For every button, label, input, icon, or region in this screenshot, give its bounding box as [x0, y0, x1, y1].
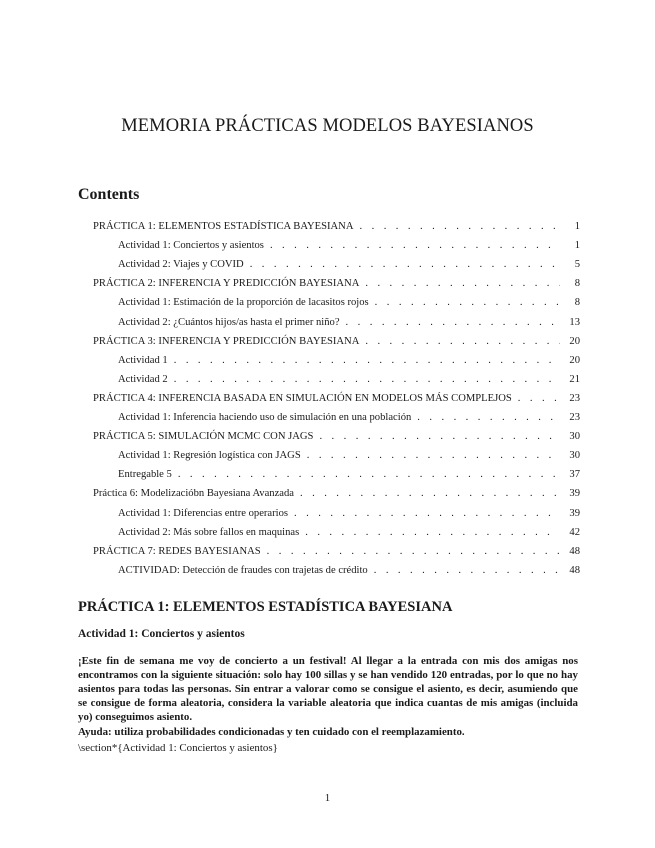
toc-entry-title: Práctica 6: Modelizacióbn Bayesiana Avanzada	[93, 488, 295, 500]
toc-entry-page: 30	[569, 450, 580, 462]
toc-entry[interactable]	[93, 278, 580, 296]
raw-latex-line: \section*{Actividad 1: Conciertos y asientos}	[78, 742, 278, 754]
toc-entry-page: 23	[569, 392, 580, 404]
toc-entry-title: Entregable 5	[118, 469, 172, 481]
toc-entry[interactable]	[93, 488, 580, 506]
toc-entry-page: 42	[569, 526, 580, 538]
toc-leader-dots	[294, 508, 560, 519]
toc-entry-title: Actividad 2: ¿Cuántos hijos/as hasta el primer niño?	[118, 316, 340, 328]
toc-leader-dots	[374, 565, 560, 576]
toc-leader-dots	[270, 240, 560, 251]
toc-entry-title: PRÁCTICA 3: INFERENCIA Y PREDICCIÓN BAYESIANA	[93, 335, 360, 347]
toc-entry-page: 8	[574, 278, 580, 290]
toc-entry-page: 8	[574, 297, 580, 309]
toc-entry-page: 1	[574, 221, 580, 232]
toc-entry-page: 5	[574, 259, 580, 271]
toc-entry[interactable]	[118, 565, 580, 583]
toc-entry-page: 30	[569, 431, 580, 443]
toc-entry[interactable]	[93, 546, 580, 564]
toc-entry-page: 21	[569, 373, 580, 385]
toc-leader-dots	[305, 527, 560, 538]
toc-leader-dots	[365, 336, 560, 347]
toc-entry[interactable]	[118, 412, 580, 430]
toc-leader-dots	[250, 259, 560, 270]
toc-entry-title: PRÁCTICA 4: INFERENCIA BASADA EN SIMULACIÓN EN MODELOS MÁS COMPLEJOS	[93, 392, 512, 404]
subsection-heading: Actividad 1: Conciertos y asientos	[78, 628, 245, 640]
toc-entry-title: Actividad 2: Viajes y COVID	[118, 259, 244, 271]
toc-leader-dots	[346, 317, 560, 328]
toc-leader-dots	[307, 450, 560, 461]
toc-entry-title: Actividad 2	[118, 373, 168, 385]
toc-entry[interactable]	[93, 431, 580, 449]
toc-entry-page: 1	[574, 240, 580, 252]
toc-entry-title: PRÁCTICA 1: ELEMENTOS ESTADÍSTICA BAYESIANA	[93, 221, 354, 232]
toc-entry-title: Actividad 1: Diferencias entre operarios	[118, 507, 289, 519]
toc-leader-dots	[267, 546, 560, 557]
toc-entry-title: Actividad 1: Regresión logística con JAGS	[118, 450, 301, 462]
toc-entry[interactable]	[93, 336, 580, 354]
toc-entry-page: 39	[569, 488, 580, 500]
toc-leader-dots	[300, 488, 560, 499]
toc-entry[interactable]	[93, 393, 580, 411]
toc-leader-dots	[375, 297, 560, 308]
toc-entry-title: Actividad 2: Más sobre fallos en maquinas	[118, 526, 300, 538]
toc-entry[interactable]	[118, 469, 580, 487]
toc-entry[interactable]	[118, 508, 580, 526]
toc-entry-page: 20	[569, 354, 580, 366]
toc-entry[interactable]	[118, 450, 580, 468]
body-paragraph: ¡Este fin de semana me voy de concierto a un festival! Al llegar a la entrada con mis dos amigas nos encontramos con la siguiente situación: solo hay 100 sillas y se han vendido 120 entradas, por lo que no hay asientos para todas las personas. Sin entrar a valorar como se consigue el asiento, es decir, asumiendo que se consigue de forma aleatoria, considera la variable aleatoria que indica cuantas de mis amigas (incluida yo) conseguimos asiento.	[78, 655, 578, 723]
page-number: 1	[324, 792, 331, 804]
toc-entry[interactable]	[93, 221, 580, 239]
toc-entry-title: PRÁCTICA 2: INFERENCIA Y PREDICCIÓN BAYESIANA	[93, 278, 360, 290]
document-title: MEMORIA PRÁCTICAS MODELOS BAYESIANOS	[121, 116, 534, 136]
toc-leader-dots	[417, 412, 560, 423]
toc-entry-page: 13	[569, 316, 580, 328]
toc-entry[interactable]	[118, 240, 580, 258]
toc-leader-dots	[360, 221, 561, 232]
toc-leader-dots	[178, 469, 560, 480]
toc-entry-page: 37	[569, 469, 580, 481]
toc-entry-title: PRÁCTICA 5: SIMULACIÓN MCMC CON JAGS	[93, 431, 314, 443]
toc-leader-dots	[174, 374, 560, 385]
toc-entry[interactable]	[118, 297, 580, 315]
toc-leader-dots	[319, 431, 560, 442]
toc-entry-page: 48	[569, 545, 580, 557]
section-heading: PRÁCTICA 1: ELEMENTOS ESTADÍSTICA BAYESIANA	[78, 599, 453, 615]
toc-entry[interactable]	[118, 374, 580, 392]
toc-entry-title: ACTIVIDAD: Detección de fraudes con trajetas de crédito	[118, 564, 368, 576]
toc-entry[interactable]	[118, 355, 580, 373]
toc-leader-dots	[174, 355, 560, 366]
toc-entry-page: 39	[569, 507, 580, 519]
toc-entry[interactable]	[118, 527, 580, 545]
toc-leader-dots	[518, 393, 560, 404]
toc-entry-page: 20	[569, 335, 580, 347]
toc-entry[interactable]	[118, 259, 580, 277]
toc-entry[interactable]	[118, 317, 580, 335]
toc-entry-page: 23	[569, 412, 580, 423]
toc-entry-title: PRÁCTICA 7: REDES BAYESIANAS	[93, 545, 261, 557]
toc-entry-title: Actividad 1: Estimación de la proporción de lacasitos rojos	[118, 297, 369, 309]
toc-entry-title: Actividad 1	[118, 354, 168, 366]
contents-heading: Contents	[78, 186, 140, 203]
hint-paragraph: Ayuda: utiliza probabilidades condicionadas y ten cuidado con el reemplazamiento.	[78, 726, 465, 738]
toc-entry-page: 48	[569, 564, 580, 576]
toc-leader-dots	[365, 278, 560, 289]
toc-entry-title: Actividad 1: Conciertos y asientos	[118, 240, 264, 252]
toc-entry-title: Actividad 1: Inferencia haciendo uso de simulación en una población	[118, 412, 412, 423]
